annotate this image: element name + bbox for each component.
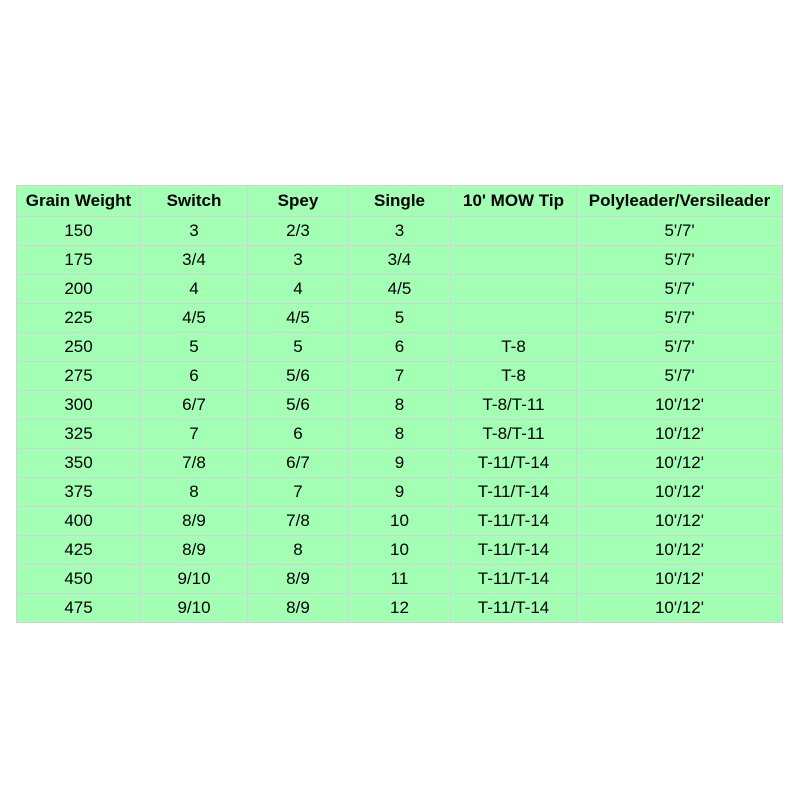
cell-switch: 3/4 bbox=[141, 246, 248, 275]
cell-spey: 7/8 bbox=[248, 507, 349, 536]
cell-grain-weight: 425 bbox=[17, 536, 141, 565]
cell-polyleader: 5'/7' bbox=[577, 275, 783, 304]
cell-single: 7 bbox=[349, 362, 451, 391]
cell-switch: 6/7 bbox=[141, 391, 248, 420]
cell-mow-tip: T-8/T-11 bbox=[451, 391, 577, 420]
cell-spey: 6 bbox=[248, 420, 349, 449]
cell-switch: 5 bbox=[141, 333, 248, 362]
cell-switch: 9/10 bbox=[141, 565, 248, 594]
cell-grain-weight: 150 bbox=[17, 217, 141, 246]
cell-grain-weight: 200 bbox=[17, 275, 141, 304]
cell-single: 6 bbox=[349, 333, 451, 362]
cell-mow-tip: T-11/T-14 bbox=[451, 478, 577, 507]
cell-switch: 9/10 bbox=[141, 594, 248, 623]
cell-grain-weight: 325 bbox=[17, 420, 141, 449]
cell-spey: 5/6 bbox=[248, 362, 349, 391]
cell-polyleader: 10'/12' bbox=[577, 594, 783, 623]
cell-spey: 8/9 bbox=[248, 594, 349, 623]
table-row bbox=[17, 536, 783, 565]
cell-single: 10 bbox=[349, 536, 451, 565]
cell-switch: 4/5 bbox=[141, 304, 248, 333]
cell-single: 10 bbox=[349, 507, 451, 536]
cell-spey: 8/9 bbox=[248, 565, 349, 594]
cell-mow-tip: T-11/T-14 bbox=[451, 507, 577, 536]
cell-single: 9 bbox=[349, 478, 451, 507]
cell-mow-tip bbox=[451, 246, 577, 275]
cell-grain-weight: 475 bbox=[17, 594, 141, 623]
table-row bbox=[17, 391, 783, 420]
cell-polyleader: 5'/7' bbox=[577, 304, 783, 333]
cell-switch: 6 bbox=[141, 362, 248, 391]
table-row bbox=[17, 449, 783, 478]
table-row bbox=[17, 594, 783, 623]
header-polyleader: Polyleader/Versileader bbox=[577, 186, 783, 217]
cell-spey: 4/5 bbox=[248, 304, 349, 333]
table-row bbox=[17, 275, 783, 304]
cell-single: 9 bbox=[349, 449, 451, 478]
cell-grain-weight: 350 bbox=[17, 449, 141, 478]
cell-polyleader: 5'/7' bbox=[577, 362, 783, 391]
cell-mow-tip: T-11/T-14 bbox=[451, 449, 577, 478]
cell-switch: 7 bbox=[141, 420, 248, 449]
cell-grain-weight: 375 bbox=[17, 478, 141, 507]
cell-spey: 8 bbox=[248, 536, 349, 565]
cell-switch: 8/9 bbox=[141, 536, 248, 565]
table-row bbox=[17, 304, 783, 333]
cell-mow-tip bbox=[451, 304, 577, 333]
cell-spey: 7 bbox=[248, 478, 349, 507]
cell-grain-weight: 400 bbox=[17, 507, 141, 536]
cell-single: 8 bbox=[349, 391, 451, 420]
cell-mow-tip bbox=[451, 217, 577, 246]
header-spey: Spey bbox=[248, 186, 349, 217]
header-switch: Switch bbox=[141, 186, 248, 217]
table-row bbox=[17, 217, 783, 246]
cell-mow-tip: T-8/T-11 bbox=[451, 420, 577, 449]
cell-single: 3/4 bbox=[349, 246, 451, 275]
cell-mow-tip: T-11/T-14 bbox=[451, 536, 577, 565]
cell-single: 5 bbox=[349, 304, 451, 333]
cell-polyleader: 5'/7' bbox=[577, 246, 783, 275]
cell-polyleader: 5'/7' bbox=[577, 217, 783, 246]
cell-spey: 5/6 bbox=[248, 391, 349, 420]
cell-mow-tip: T-11/T-14 bbox=[451, 594, 577, 623]
table-row bbox=[17, 507, 783, 536]
cell-grain-weight: 450 bbox=[17, 565, 141, 594]
cell-polyleader: 10'/12' bbox=[577, 565, 783, 594]
cell-grain-weight: 225 bbox=[17, 304, 141, 333]
cell-spey: 5 bbox=[248, 333, 349, 362]
cell-polyleader: 10'/12' bbox=[577, 507, 783, 536]
table-row bbox=[17, 333, 783, 362]
cell-polyleader: 10'/12' bbox=[577, 391, 783, 420]
cell-switch: 4 bbox=[141, 275, 248, 304]
cell-single: 4/5 bbox=[349, 275, 451, 304]
cell-single: 3 bbox=[349, 217, 451, 246]
header-mow-tip: 10' MOW Tip bbox=[451, 186, 577, 217]
cell-grain-weight: 250 bbox=[17, 333, 141, 362]
cell-spey: 2/3 bbox=[248, 217, 349, 246]
table-row bbox=[17, 478, 783, 507]
cell-polyleader: 10'/12' bbox=[577, 420, 783, 449]
header-grain-weight: Grain Weight bbox=[17, 186, 141, 217]
cell-single: 8 bbox=[349, 420, 451, 449]
cell-polyleader: 5'/7' bbox=[577, 333, 783, 362]
cell-mow-tip: T-8 bbox=[451, 333, 577, 362]
table-row bbox=[17, 362, 783, 391]
cell-polyleader: 10'/12' bbox=[577, 536, 783, 565]
header-row bbox=[17, 186, 783, 217]
header-single: Single bbox=[349, 186, 451, 217]
cell-grain-weight: 275 bbox=[17, 362, 141, 391]
cell-polyleader: 10'/12' bbox=[577, 449, 783, 478]
cell-switch: 3 bbox=[141, 217, 248, 246]
cell-grain-weight: 175 bbox=[17, 246, 141, 275]
cell-spey: 4 bbox=[248, 275, 349, 304]
cell-polyleader: 10'/12' bbox=[577, 478, 783, 507]
cell-mow-tip bbox=[451, 275, 577, 304]
cell-switch: 7/8 bbox=[141, 449, 248, 478]
table-body bbox=[17, 217, 783, 623]
table-row bbox=[17, 420, 783, 449]
cell-mow-tip: T-11/T-14 bbox=[451, 565, 577, 594]
cell-grain-weight: 300 bbox=[17, 391, 141, 420]
cell-single: 11 bbox=[349, 565, 451, 594]
cell-spey: 3 bbox=[248, 246, 349, 275]
cell-spey: 6/7 bbox=[248, 449, 349, 478]
grain-weight-chart-table bbox=[16, 185, 783, 623]
table-row bbox=[17, 246, 783, 275]
cell-switch: 8/9 bbox=[141, 507, 248, 536]
cell-switch: 8 bbox=[141, 478, 248, 507]
cell-mow-tip: T-8 bbox=[451, 362, 577, 391]
table-row bbox=[17, 565, 783, 594]
cell-single: 12 bbox=[349, 594, 451, 623]
